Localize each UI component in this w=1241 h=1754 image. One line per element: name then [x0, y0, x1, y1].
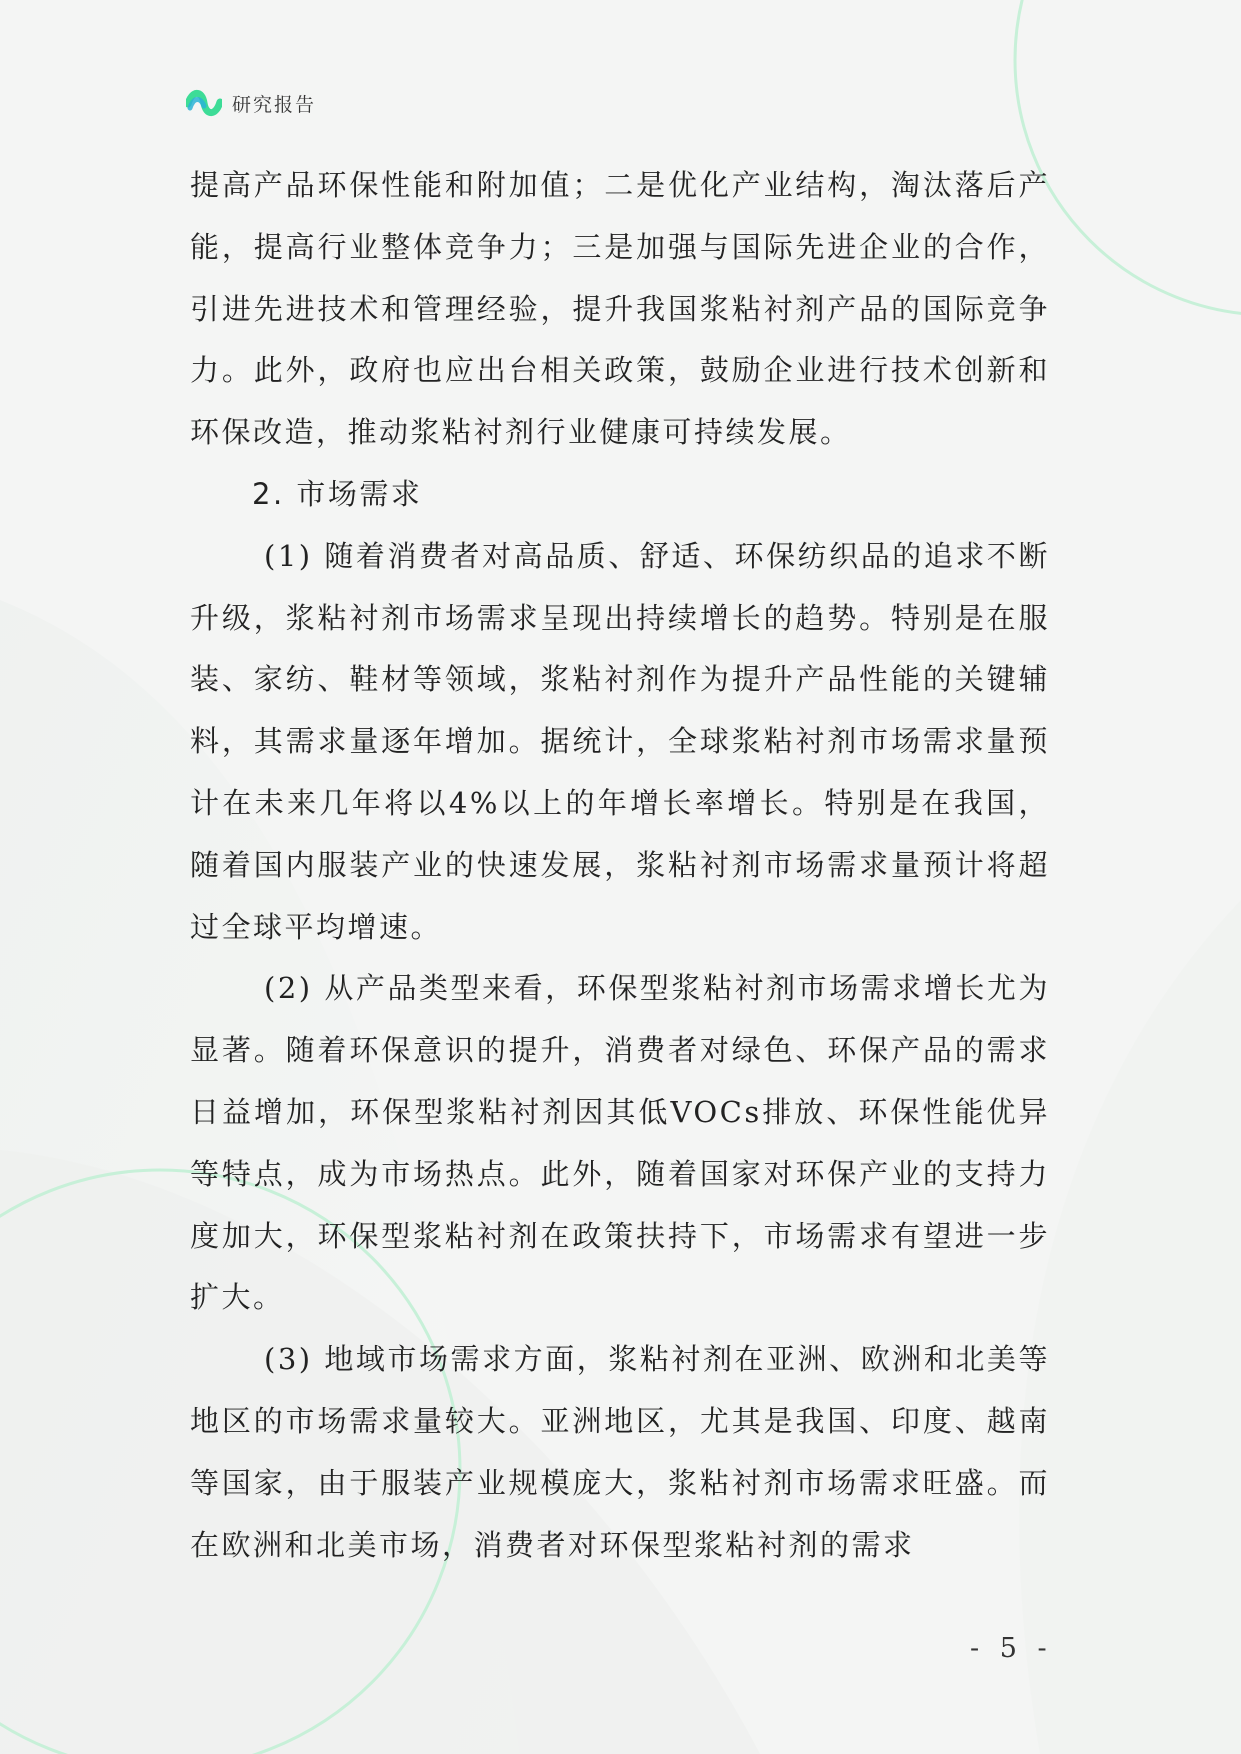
document-body	[190, 155, 1050, 1576]
report-header	[186, 88, 316, 118]
page-number: - 5 -	[970, 1633, 1053, 1664]
paragraph: (1) 随着消费者对高品质、舒适、环保纺织品的追求不断升级，浆粘衬剂市场需求呈现出持续增长的趋势。特别是在服装、家纺、鞋材等领域，浆粘衬剂作为提升产品性能的关键辅料，其需求量逐年增加。据统计，全球浆粘衬剂市场需求量预计在未来几年将以4%以上的年增长率增长。特别是在我国，随着国内服装产业的快速发展，浆粘衬剂市场需求量预计将超过全球平均增速。	[190, 538, 1050, 944]
paragraph: (2) 从产品类型来看，环保型浆粘衬剂市场需求增长尤为显著。随着环保意识的提升，消费者对绿色、环保产品的需求日益增加，环保型浆粘衬剂因其低VOCs排放、环保性能优异等特点，成为市场热点。此外，随着国家对环保产业的支持力度加大，环保型浆粘衬剂在政策扶持下，市场需求有望进一步扩大。	[190, 971, 1050, 1315]
section-number: 2.	[252, 476, 285, 511]
paragraph: 提高产品环保性能和附加值；二是优化产业结构，淘汰落后产能，提高行业整体竞争力；三是加强与国际先进企业的合作，引进先进技术和管理经验，提升我国浆粘衬剂产品的国际竞争力。此外，政府也应出台相关政策，鼓励企业进行技术创新和环保改造，推动浆粘衬剂行业健康可持续发展。	[190, 168, 1050, 450]
header-title: 研究报告	[232, 93, 317, 116]
section-heading	[190, 464, 1050, 526]
report-logo-icon	[186, 88, 222, 118]
paragraph: (3) 地域市场需求方面，浆粘衬剂在亚洲、欧洲和北美等地区的市场需求量较大。亚洲地区，尤其是我国、印度、越南等国家，由于服装产业规模庞大，浆粘衬剂市场需求旺盛。而在欧洲和北美市场，消费者对环保型浆粘衬剂的需求	[190, 1342, 1050, 1562]
section-title: 市场需求	[296, 476, 423, 511]
